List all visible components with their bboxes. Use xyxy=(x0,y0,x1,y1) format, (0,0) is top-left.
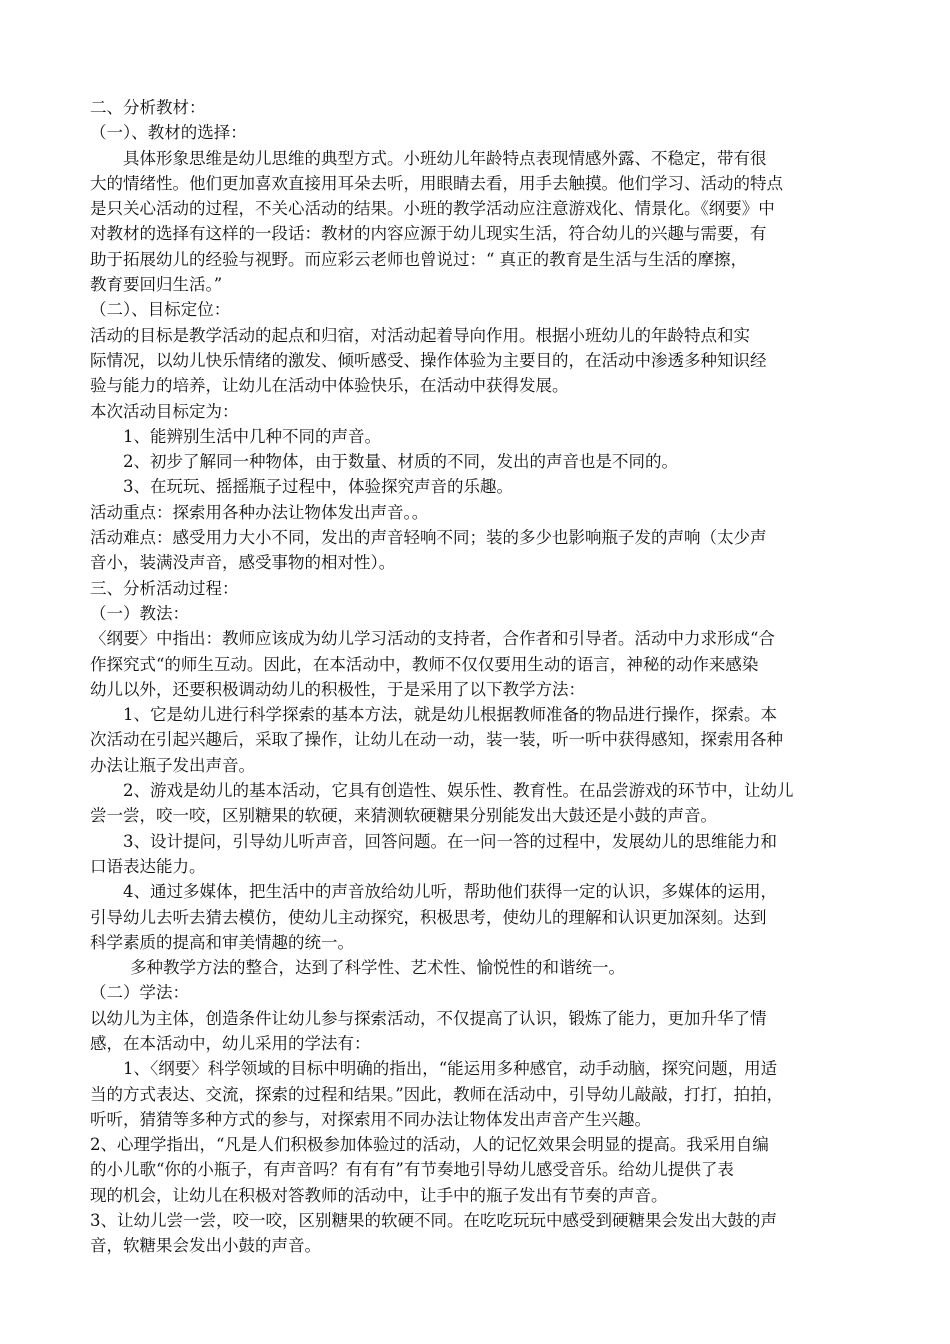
text-line: 音，软糖果会发出小鼓的声音。 xyxy=(90,1236,321,1256)
text-line: 活动的目标是教学活动的起点和归宿，对活动起着导向作用。根据小班幼儿的年龄特点和实 xyxy=(90,325,750,345)
text-line: 大的情绪性。他们更加喜欢直接用耳朵去听，用眼睛去看，用手去触摸。他们学习、活动的特点 xyxy=(90,173,783,193)
text-line: 音小，装满没声音，感受事物的相对性）。 xyxy=(90,553,396,573)
text-line: 幼儿以外，还要积极调动幼儿的积极性，于是采用了以下教学方法： xyxy=(90,679,585,699)
text-line: 办法让瓶子发出声音。 xyxy=(90,755,255,775)
text-line: 教育要回归生活。” xyxy=(90,275,223,295)
text-line: （二）、目标定位： xyxy=(90,300,231,320)
text-line: 引导幼儿去听去猜去模仿，使幼儿主动探究，积极思考，使幼儿的理解和认识更加深刻。达到 xyxy=(90,907,767,927)
text-line: 助于拓展幼儿的经验与视野。而应彩云老师也曾说过：“ 真正的教育是生活与生活的摩擦， xyxy=(90,249,748,269)
text-line: 2、初步了解同一种物体，由于数量、材质的不同，发出的声音也是不同的。 xyxy=(123,452,678,472)
text-line: 的小儿歌“你的小瓶子，有声音吗？有有有”有节奏地引导幼儿感受音乐。给幼儿提供了表 xyxy=(90,1160,734,1180)
text-line: 作探究式“的师生互动。因此，在本活动中，教师不仅仅要用生动的语言，神秘的动作来感染 xyxy=(90,654,759,674)
text-line: 次活动在引起兴趣后，采取了操作，让幼儿在动一动，装一装，听一听中获得感知，探索用各种 xyxy=(90,730,783,750)
text-line: 当的方式表达、交流，探索的过程和结果。”因此，教师在活动中，引导幼儿敲敲，打打，拍拍， xyxy=(90,1084,784,1104)
text-line: （一）、教材的选择： xyxy=(90,123,247,143)
document-body xyxy=(90,95,865,1259)
text-line: 尝一尝，咬一咬，区别糖果的软硬，来猜测软硬糖果分别能发出大鼓还是小鼓的声音。 xyxy=(90,806,717,826)
text-line: 感，在本活动中，幼儿采用的学法有： xyxy=(90,1033,371,1053)
text-line: 4、通过多媒体，把生活中的声音放给幼儿听，帮助他们获得一定的认识，多媒体的运用， xyxy=(123,882,777,902)
text-line: （二）学法： xyxy=(90,983,189,1003)
text-line: 多种教学方法的整合，达到了科学性、艺术性、愉悦性的和谐统一。 xyxy=(130,958,625,978)
text-line: 具体形象思维是幼儿思维的典型方式。小班幼儿年龄特点表现情感外露、不稳定，带有很 xyxy=(123,148,767,168)
text-line: 3、让幼儿尝一尝，咬一咬，区别糖果的软硬不同。在吃吃玩玩中感受到硬糖果会发出大鼓的声 xyxy=(90,1211,777,1231)
text-line: 三、分析活动过程： xyxy=(90,578,239,598)
text-line: 1、能辨别生活中几种不同的声音。 xyxy=(123,426,381,446)
text-line: 活动重点：探索用各种办法让物体发出声音。。 xyxy=(90,502,429,522)
text-line: 验与能力的培养，让幼儿在活动中体验快乐，在活动中获得发展。 xyxy=(90,376,569,396)
text-line: 对教材的选择有这样的一段话：教材的内容应源于幼儿现实生活，符合幼儿的兴趣与需要，有 xyxy=(90,224,767,244)
text-line: 以幼儿为主体，创造条件让幼儿参与探索活动，不仅提高了认识，锻炼了能力，更加升华了情 xyxy=(90,1008,767,1028)
text-line: 1、它是幼儿进行科学探索的基本方法，就是幼儿根据教师准备的物品进行操作，探索。本 xyxy=(123,705,777,725)
text-line: 科学素质的提高和审美情趣的统一。 xyxy=(90,932,354,952)
text-line: 二、分析教材： xyxy=(90,98,206,117)
text-line: 活动难点：感受用力大小不同，发出的声音轻响不同；装的多少也影响瓶子发的声响（太少声 xyxy=(90,528,767,548)
text-line: 3、设计提问，引导幼儿听声音，回答问题。在一问一答的过程中，发展幼儿的思维能力和 xyxy=(123,831,777,851)
text-line: 口语表达能力。 xyxy=(90,856,206,876)
text-line: 现的机会，让幼儿在积极对答教师的活动中，让手中的瓶子发出有节奏的声音。 xyxy=(90,1185,668,1205)
text-line: 是只关心活动的过程，不关心活动的结果。小班的教学活动应注意游戏化、情景化。《纲要》中 xyxy=(90,199,775,219)
text-line: 听听，猜猜等多种方式的参与，对探索用不同办法让物体发出声音产生兴趣。 xyxy=(90,1109,651,1129)
text-line: 2、心理学指出，“凡是人们积极参加体验过的活动，人的记忆效果会明显的提高。我采用自编 xyxy=(90,1135,769,1155)
text-line: 本次活动目标定为： xyxy=(90,401,239,421)
text-line: 〈纲要〉中指出：教师应该成为幼儿学习活动的支持者，合作者和引导者。活动中力求形成“合 xyxy=(90,629,775,649)
text-line: （一）教法： xyxy=(90,603,189,623)
text-line: 1、〈纲要〉科学领域的目标中明确的指出，“能运用多种感官，动手动脑，探究问题，用适 xyxy=(123,1059,778,1079)
text-line: 2、游戏是幼儿的基本活动，它具有创造性、娱乐性、教育性。在品尝游戏的环节中，让幼儿 xyxy=(123,781,794,801)
text-line: 3、在玩玩、摇摇瓶子过程中，体验探究声音的乐趣。 xyxy=(123,477,513,497)
text-line: 际情况，以幼儿快乐情绪的激发、倾听感受、操作体验为主要目的，在活动中渗透多种知识经 xyxy=(90,350,767,370)
